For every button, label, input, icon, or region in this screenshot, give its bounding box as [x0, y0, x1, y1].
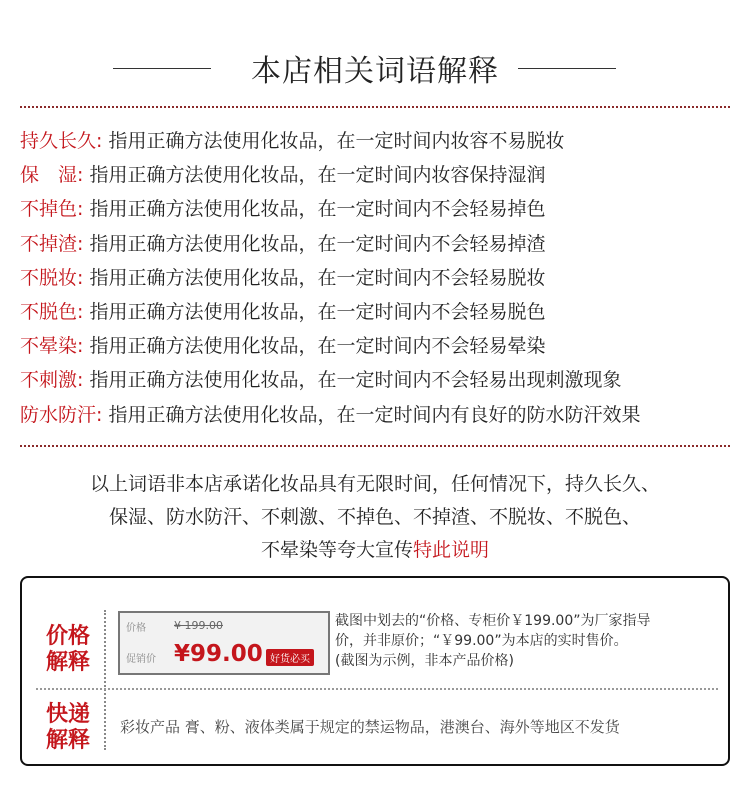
- term-item: [20, 295, 740, 329]
- horizontal-divider: [36, 688, 718, 690]
- tag-original-price: [174, 619, 223, 632]
- dotted-divider-middle: [20, 445, 730, 447]
- disclaimer-note: [0, 468, 750, 567]
- section-header: [0, 38, 750, 98]
- term-value: 指用正确方法使用化妆品，在一定时间内有良好的防水防汗效果: [102, 403, 641, 426]
- term-item: [20, 398, 740, 432]
- term-key: 不晕染:: [20, 335, 84, 358]
- price-text-line-3: (截图为示例，非本产品价格): [335, 653, 514, 669]
- note-highlight: 特此说明: [413, 539, 490, 561]
- term-key: 不刺激:: [20, 369, 84, 392]
- term-list: [20, 124, 740, 432]
- term-item: [20, 329, 740, 363]
- tag-badge: 好货必买: [266, 649, 314, 666]
- tag-promo-label: 促销价: [126, 654, 156, 665]
- price-label: [40, 624, 96, 676]
- term-item: [20, 158, 740, 192]
- term-value: 指用正确方法使用化妆品，在一定时间内不会轻易掉渣: [83, 232, 546, 255]
- title-divider-right: [518, 68, 616, 69]
- price-tag-example: [118, 611, 330, 675]
- dotted-divider-top: [20, 106, 730, 108]
- term-value: 指用正确方法使用化妆品，在一定时间内不会轻易掉色: [83, 198, 546, 221]
- term-item: [20, 363, 740, 397]
- page-title: 本店相关词语解释: [251, 54, 499, 89]
- term-value: 指用正确方法使用化妆品，在一定时间内不会轻易脱妆: [83, 266, 546, 289]
- price-explanation-text: [335, 611, 725, 671]
- term-item: [20, 192, 740, 226]
- delivery-explanation-text: 彩妆产品 膏、粉、液体类属于规定的禁运物品，港澳台、海外等地区不发货: [120, 718, 620, 736]
- note-line-3: [0, 534, 750, 567]
- term-item: [20, 227, 740, 261]
- term-value: 指用正确方法使用化妆品，在一定时间内妆容不易脱妆: [102, 130, 565, 152]
- term-key: 不脱妆:: [20, 266, 84, 289]
- term-item: [20, 261, 740, 295]
- term-value: 指用正确方法使用化妆品，在一定时间内不会轻易晕染: [83, 335, 546, 358]
- term-item: [20, 124, 740, 158]
- delivery-label-line-2: 解释: [45, 728, 90, 753]
- tag-price-label: 价格: [126, 623, 146, 634]
- delivery-label: [40, 702, 96, 754]
- note-line-2: 保湿、防水防汗、不刺激、不掉色、不掉渣、不脱妆、不脱色、: [108, 506, 641, 528]
- term-key: 保 湿:: [20, 164, 84, 187]
- term-value: 指用正确方法使用化妆品，在一定时间内妆容保持湿润: [83, 164, 546, 187]
- note-line-3-text: 不晕染等夸大宣传: [260, 539, 413, 561]
- vertical-divider: [104, 610, 106, 750]
- term-key: 不脱色:: [20, 300, 84, 323]
- term-key: 不掉渣:: [20, 232, 84, 255]
- price-label-line-2: 解释: [45, 650, 90, 675]
- tag-promo-price: ¥99.00: [174, 641, 263, 667]
- price-text-line-1: 截图中划去的“价格、专柜价￥199.00”为厂家指导: [335, 613, 651, 629]
- tag-original-price-value: ¥ 199.00: [174, 619, 223, 632]
- term-key: 持久长久:: [20, 130, 103, 152]
- term-value: 指用正确方法使用化妆品，在一定时间内不会轻易出现刺激现象: [83, 369, 622, 392]
- delivery-label-line-1: 快递: [45, 702, 90, 727]
- price-label-line-1: 价格: [45, 624, 90, 649]
- term-key: 不掉色:: [20, 198, 84, 221]
- term-key: 防水防汗:: [20, 403, 103, 426]
- explanation-box: [20, 576, 730, 766]
- term-value: 指用正确方法使用化妆品，在一定时间内不会轻易脱色: [83, 300, 546, 323]
- price-text-line-2: 价，并非原价；“￥99.00”为本店的实时售价。: [335, 633, 628, 649]
- note-line-1: 以上词语非本店承诺化妆品具有无限时间，任何情况下，持久长久、: [89, 473, 660, 495]
